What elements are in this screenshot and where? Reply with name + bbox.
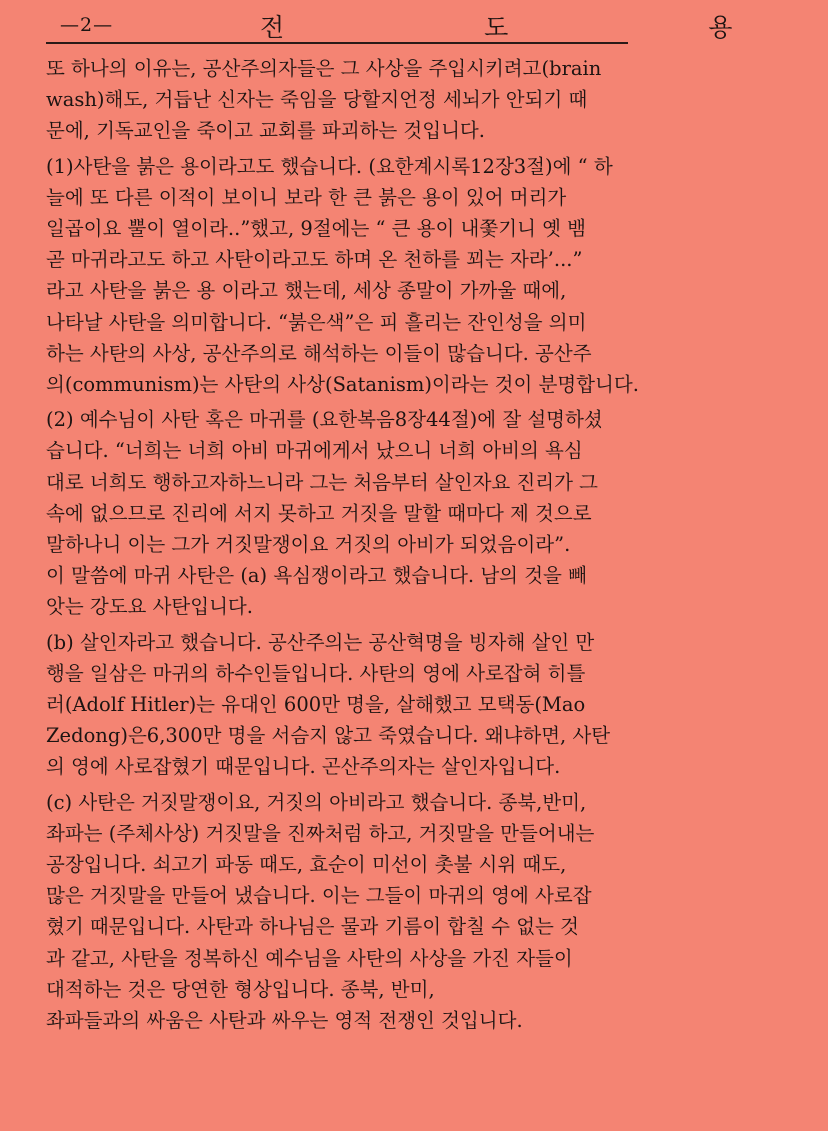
page-header [46,6,828,46]
page-title: 전 도 용 [260,13,828,42]
text-line: wash)해도, 거듭난 신자는 죽임을 당할지언정 세뇌가 안되기 때 [46,88,588,112]
paragraph-murderer [46,627,739,783]
text-line: 속에 없으므로 진리에 서지 못하고 거짓을 말할 때마다 제 것으로 [46,501,592,525]
text-line: 혔기 때문입니다. 사탄과 하나님은 물과 기름이 합칠 수 없는 것 [46,915,579,939]
text-line: 일곱이요 뿔이 열이라..”했고, 9절에는 “ 큰 용이 내쫓기니 옛 뱀 [46,217,586,241]
text-line: (c) 사탄은 거짓말쟁이요, 거짓의 아비라고 했습니다. 종북,반미, [46,790,587,814]
text-line: 대적하는 것은 당연한 형상입니다. 종북, 반미, [46,977,435,1001]
text-line: 습니다. “너희는 너희 아비 마귀에게서 났으니 너희 아비의 욕심 [46,439,583,463]
text-line: 하는 사탄의 사상, 공산주의로 해석하는 이들이 많습니다. 공산주 [46,341,592,365]
text-line: 러(Adolf Hitler)는 유대인 600만 명을, 살해했고 모택동(Mao [46,693,586,717]
paragraph-john-8-44 [46,404,739,622]
text-line: 대로 너희도 행하고자하느니라 그는 처음부터 살인자요 진리가 그 [46,470,598,494]
text-line: 라고 사탄을 붉은 용 이라고 했는데, 세상 종말이 가까울 때에, [46,279,567,303]
text-line: 곧 마귀라고도 하고 사탄이라고도 하며 온 천하를 꾀는 자라’...” [46,248,583,272]
text-line: 또 하나의 이유는, 공산주의자들은 그 사상을 주입시키려고(brain [46,57,602,80]
text-line: 나타날 사탄을 의미합니다. “붉은색”은 피 흘리는 잔인성을 의미 [46,310,587,334]
body-text [46,53,739,1036]
text-line: (b) 살인자라고 했습니다. 공산주의는 공산혁명을 빙자해 살인 만 [46,630,595,654]
paragraph-red-dragon [46,151,739,401]
header-rule [46,42,628,44]
text-line: (2) 예수님이 사탄 혹은 마귀를 (요한복음8장44절)에 잘 설명하셨 [46,408,603,432]
text-line: 의(communism)는 사탄의 사상(Satanism)이라는 것이 분명합니다. [46,373,639,397]
text-line: 좌파들과의 싸움은 사탄과 싸우는 영적 전쟁인 것입니다. [46,1009,523,1033]
text-line: 이 말씀에 마귀 사탄은 (a) 욕심쟁이라고 했습니다. 남의 것을 빼 [46,564,587,588]
text-line: 앗는 강도요 사탄입니다. [46,595,253,619]
text-line: Zedong)은6,300만 명을 서슴지 않고 죽였습니다. 왜냐하면, 사탄 [46,724,611,748]
text-line: (1)사탄을 붉은 용이라고도 했습니다. (요한계시록12장3절)에 “ 하 [46,154,613,178]
paragraph-intro [46,53,739,147]
text-line: 문에, 기독교인을 죽이고 교회를 파괴하는 것입니다. [46,119,485,143]
text-line: 행을 일삼은 마귀의 하수인들입니다. 사탄의 영에 사로잡혀 히틀 [46,661,586,685]
text-line: 늘에 또 다른 이적이 보이니 보라 한 큰 붉은 용이 있어 머리가 [46,185,567,209]
text-line: 많은 거짓말을 만들어 냈습니다. 이는 그들이 마귀의 영에 사로잡 [46,884,592,908]
text-line: 과 같고, 사탄을 정복하신 예수님을 사탄의 사상을 가진 자들이 [46,946,573,970]
text-line: 공장입니다. 쇠고기 파동 때도, 효순이 미선이 촛불 시위 때도, [46,853,567,877]
paragraph-liar [46,787,739,1037]
text-line: 의 영에 사로잡혔기 때문입니다. 곤산주의자는 살인자입니다. [46,755,561,779]
page-number: —2— [60,14,114,36]
text-line: 말하나니 이는 그가 거짓말쟁이요 거짓의 아비가 되었음이라”. [46,533,571,557]
text-line: 좌파는 (주체사상) 거짓말을 진짜처럼 하고, 거짓말을 만들어내는 [46,821,595,845]
